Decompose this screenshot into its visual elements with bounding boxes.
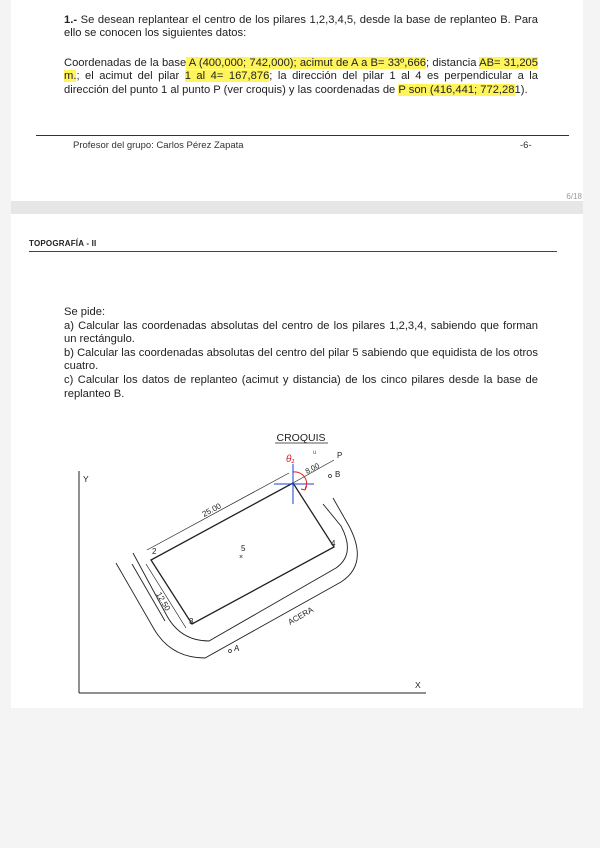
highlight: 1 al 4= 167,876 [184,70,270,83]
question-text: Se desean replantear el centro de los pilares 1,2,3,4,5, desde la base de replanteo B. Para ello se conocen los siguientes datos: [64,14,538,40]
dim-8-label: 8.00 [303,460,321,476]
text-seg: ; la dirección del pilar 1 al 4 es perpendicular a la dirección del punto 1 al punto P (ver croquis) y las coordenadas de [64,70,538,96]
croquis-title: CROQUIS [276,432,326,444]
section-header: TOPOGRAFÍA - II [29,239,97,248]
point-p-label: P [337,451,343,460]
angle-annotation: θ₁ [286,454,295,465]
croquis-diagram [11,214,583,708]
point-b-label: B [335,470,341,479]
page-divider [11,201,583,214]
dim-1250-label: 12.50 [154,590,173,613]
question-number: 1.- [64,14,78,26]
task-b: b) Calcular las coordenadas absolutas del centro del pilar 5 sabiendo que equidista de los otros cuatro. [64,346,538,373]
pdf-page-6 [11,0,583,201]
highlight: P son (416,441; 772,28 [398,83,515,96]
task-c: c) Calcular los datos de replanteo (acimut y distancia) de los cinco pilares desde la base de replanteo B. [64,373,538,400]
axis-y-label: Y [83,474,89,484]
highlight: AB= 31,205 m. [64,57,538,83]
text-seg: 1). [514,83,528,96]
pillar-5-marker: × [239,554,244,561]
pillar-4-label: 4 [331,539,336,548]
pdf-page-7 [11,214,583,708]
page-number: -6- [520,140,532,151]
axis-x-label: X [415,680,421,690]
question-1 [64,14,538,41]
acera-inner-curve [116,498,357,658]
acimut-arrow-head [301,486,306,490]
text-seg: Coordenadas de la base [64,57,187,69]
pillar-3-label: 3 [189,617,194,626]
point-a-marker [229,650,232,653]
text-seg: ; el acimut del pilar [76,70,185,83]
dim-25-label: 25.00 [200,501,223,519]
se-pide-label: Se pide: [64,306,106,318]
text-seg: ; distancia [426,57,480,69]
highlight: A (400,000; 742,000); acimut de A a B= 33º,666 [186,57,427,69]
footer-rule [36,135,569,136]
pdf-page-indicator: 6/18 [566,192,582,201]
point-b-marker [329,475,332,478]
angle-annotation-sub: u [313,450,317,456]
acera-label: ACERA [286,605,315,627]
pillar-5-label: 5 [241,544,246,553]
pillar-2-label: 2 [152,547,157,556]
task-a: a) Calcular las coordenadas absolutas del centro de los pilares 1,2,3,4, sabiendo que forman un rectángulo. [64,319,538,346]
given-data-paragraph [64,57,538,97]
point-a-label: A [234,644,240,653]
professor-footer: Profesor del grupo: Carlos Pérez Zapata [73,140,244,151]
